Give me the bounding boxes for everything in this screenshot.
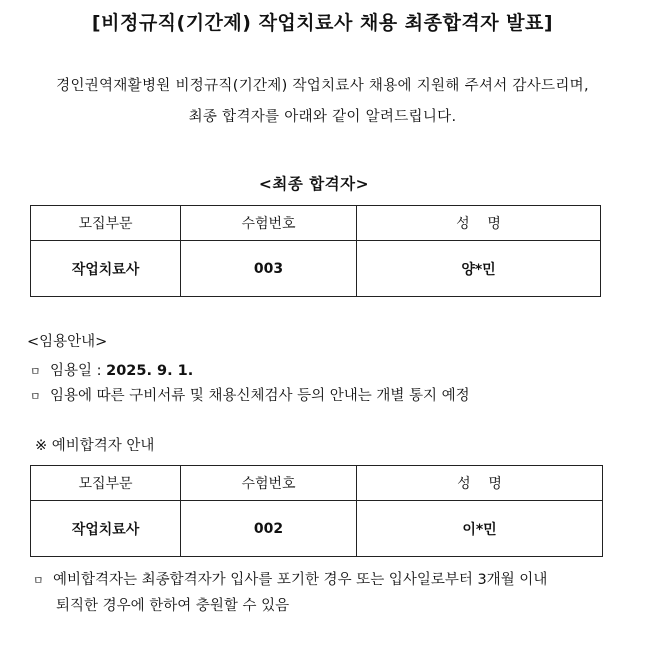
header-department: 모집부문 [31,466,181,501]
bullet-square: ㅁ [33,574,44,587]
cell-exam-number: 002 [181,501,357,557]
table-row [31,241,601,297]
reserve-note-text-1: 예비합격자는 최종합격자가 입사를 포기한 경우 또는 입사일로부터 3개월 이내 [53,572,548,588]
appointment-note-line [30,384,470,405]
cell-name: 이*민 [357,501,603,557]
cell-department: 작업치료사 [31,241,181,297]
final-results-table [30,205,601,297]
appointment-date-line [30,359,193,380]
header-exam-number: 수험번호 [181,466,357,501]
reserve-note-line-2: 퇴직한 경우에 한하여 충원할 수 있음 [56,598,290,614]
header-department: 모집부문 [31,206,181,241]
bullet-square: ㅁ [30,365,41,378]
bullet-square: ㅁ [30,390,41,403]
table-header-row [31,466,603,501]
cell-name: 양*민 [357,241,601,297]
intro-line-2: 최종 합격자를 아래와 같이 알려드립니다. [188,109,457,125]
intro-line-1: 경인권역재활병원 비정규직(기간제) 작업치료사 채용에 지원해 주셔서 감사드리며, [56,78,589,94]
cell-department: 작업치료사 [31,501,181,557]
appointment-date-value: 2025. 9. 1. [106,363,194,379]
table-header-row [31,206,601,241]
appointment-heading: <임용안내> [27,334,108,350]
header-exam-number: 수험번호 [181,206,357,241]
table-row [31,501,603,557]
final-section-heading: <최종 합격자> [258,175,370,193]
header-name: 성 명 [357,206,601,241]
reserve-results-table [30,465,603,557]
header-name: 성 명 [357,466,603,501]
reserve-note-line-1 [33,568,547,589]
page-title: [비정규직(기간제) 작업치료사 채용 최종합격자 발표] [91,12,554,34]
reserve-section-heading: ※ 예비합격자 안내 [35,438,155,454]
cell-exam-number: 003 [181,241,357,297]
appointment-date-label: 임용일 : [50,363,107,379]
appointment-note: 임용에 따른 구비서류 및 채용신체검사 등의 안내는 개별 통지 예정 [50,388,470,404]
